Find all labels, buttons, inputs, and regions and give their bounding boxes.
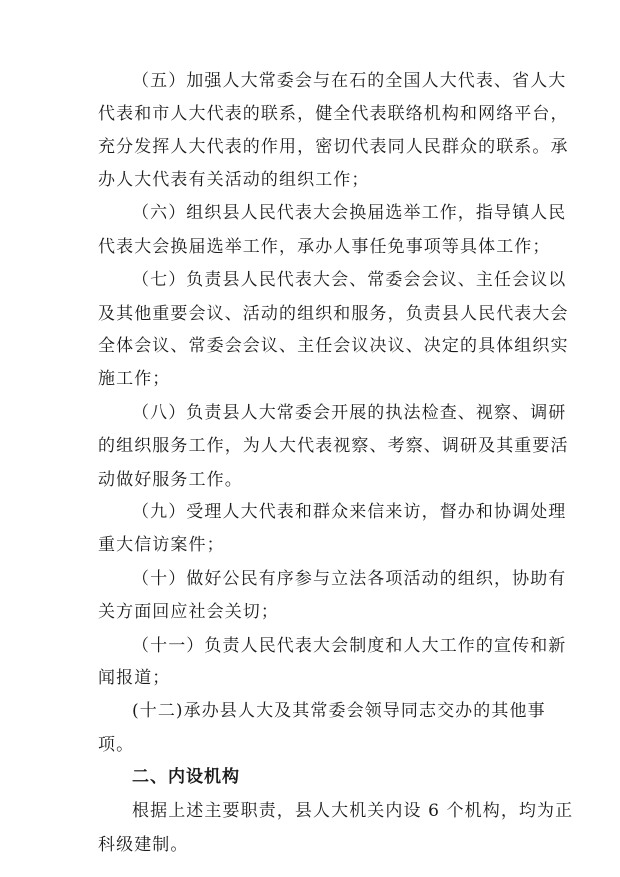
paragraph-9-line-2: 重大信访案件； [98,535,225,556]
paragraph-11-line-1: （十一）负责人民代表大会制度和人大工作的宣传和新 [132,635,567,656]
paragraph-7-line-2: 及其他重要会议、活动的组织和服务，负责县人民代表大会 [98,303,569,324]
paragraph-8-line-1: （八）负责县人大常委会开展的执法检查、视察、调研 [132,402,567,423]
paragraph-5-line-3: 充分发挥人大代表的作用，密切代表同人民群众的联系。承 [98,136,569,157]
closing-paragraph-line-2: 科级建制。 [98,835,189,855]
paragraph-5-line-1: （五）加强人大常委会与在石的全国人大代表、省人大 [132,71,567,91]
paragraph-12-line-2: 项。 [98,734,135,755]
paragraph-9-line-1: （九）受理人大代表和群众来信来访，督办和协调处理 [132,502,567,523]
paragraph-7-line-4: 施工作； [98,369,171,390]
paragraph-5-line-2: 代表和市人大代表的联系，健全代表联络机构和网络平台， [98,103,569,124]
paragraph-12-line-1: (十二)承办县人大及其常委会领导同志交办的其他事 [132,701,546,722]
closing-paragraph-line-1: 根据上述主要职责，县人大机关内设 6 个机构，均为正 [132,801,574,821]
paragraph-6-line-1: （六）组织县人民代表大会换届选举工作，指导镇人民 [132,203,567,224]
paragraph-7-line-3: 全体会议、常委会会议、主任会议决议、决定的具体组织实 [98,336,569,357]
paragraph-8-line-3: 动做好服务工作。 [98,469,243,490]
paragraph-11-line-2: 闻报道； [98,668,171,689]
paragraph-10-line-2: 关方面回应社会关切； [98,601,279,622]
paragraph-5-line-4: 办人大代表有关活动的组织工作； [98,170,370,191]
paragraph-7-line-1: （七）负责县人民代表大会、常委会会议、主任会议以 [132,269,567,290]
paragraph-8-line-2: 的组织服务工作，为人大代表视察、考察、调研及其重要活 [98,435,569,456]
paragraph-10-line-1: （十）做好公民有序参与立法各项活动的组织，协助有 [132,568,567,589]
paragraph-6-line-2: 代表大会换届选举工作，承办人事任免事项等具体工作； [98,236,551,257]
section-heading: 二、内设机构 [132,767,240,787]
